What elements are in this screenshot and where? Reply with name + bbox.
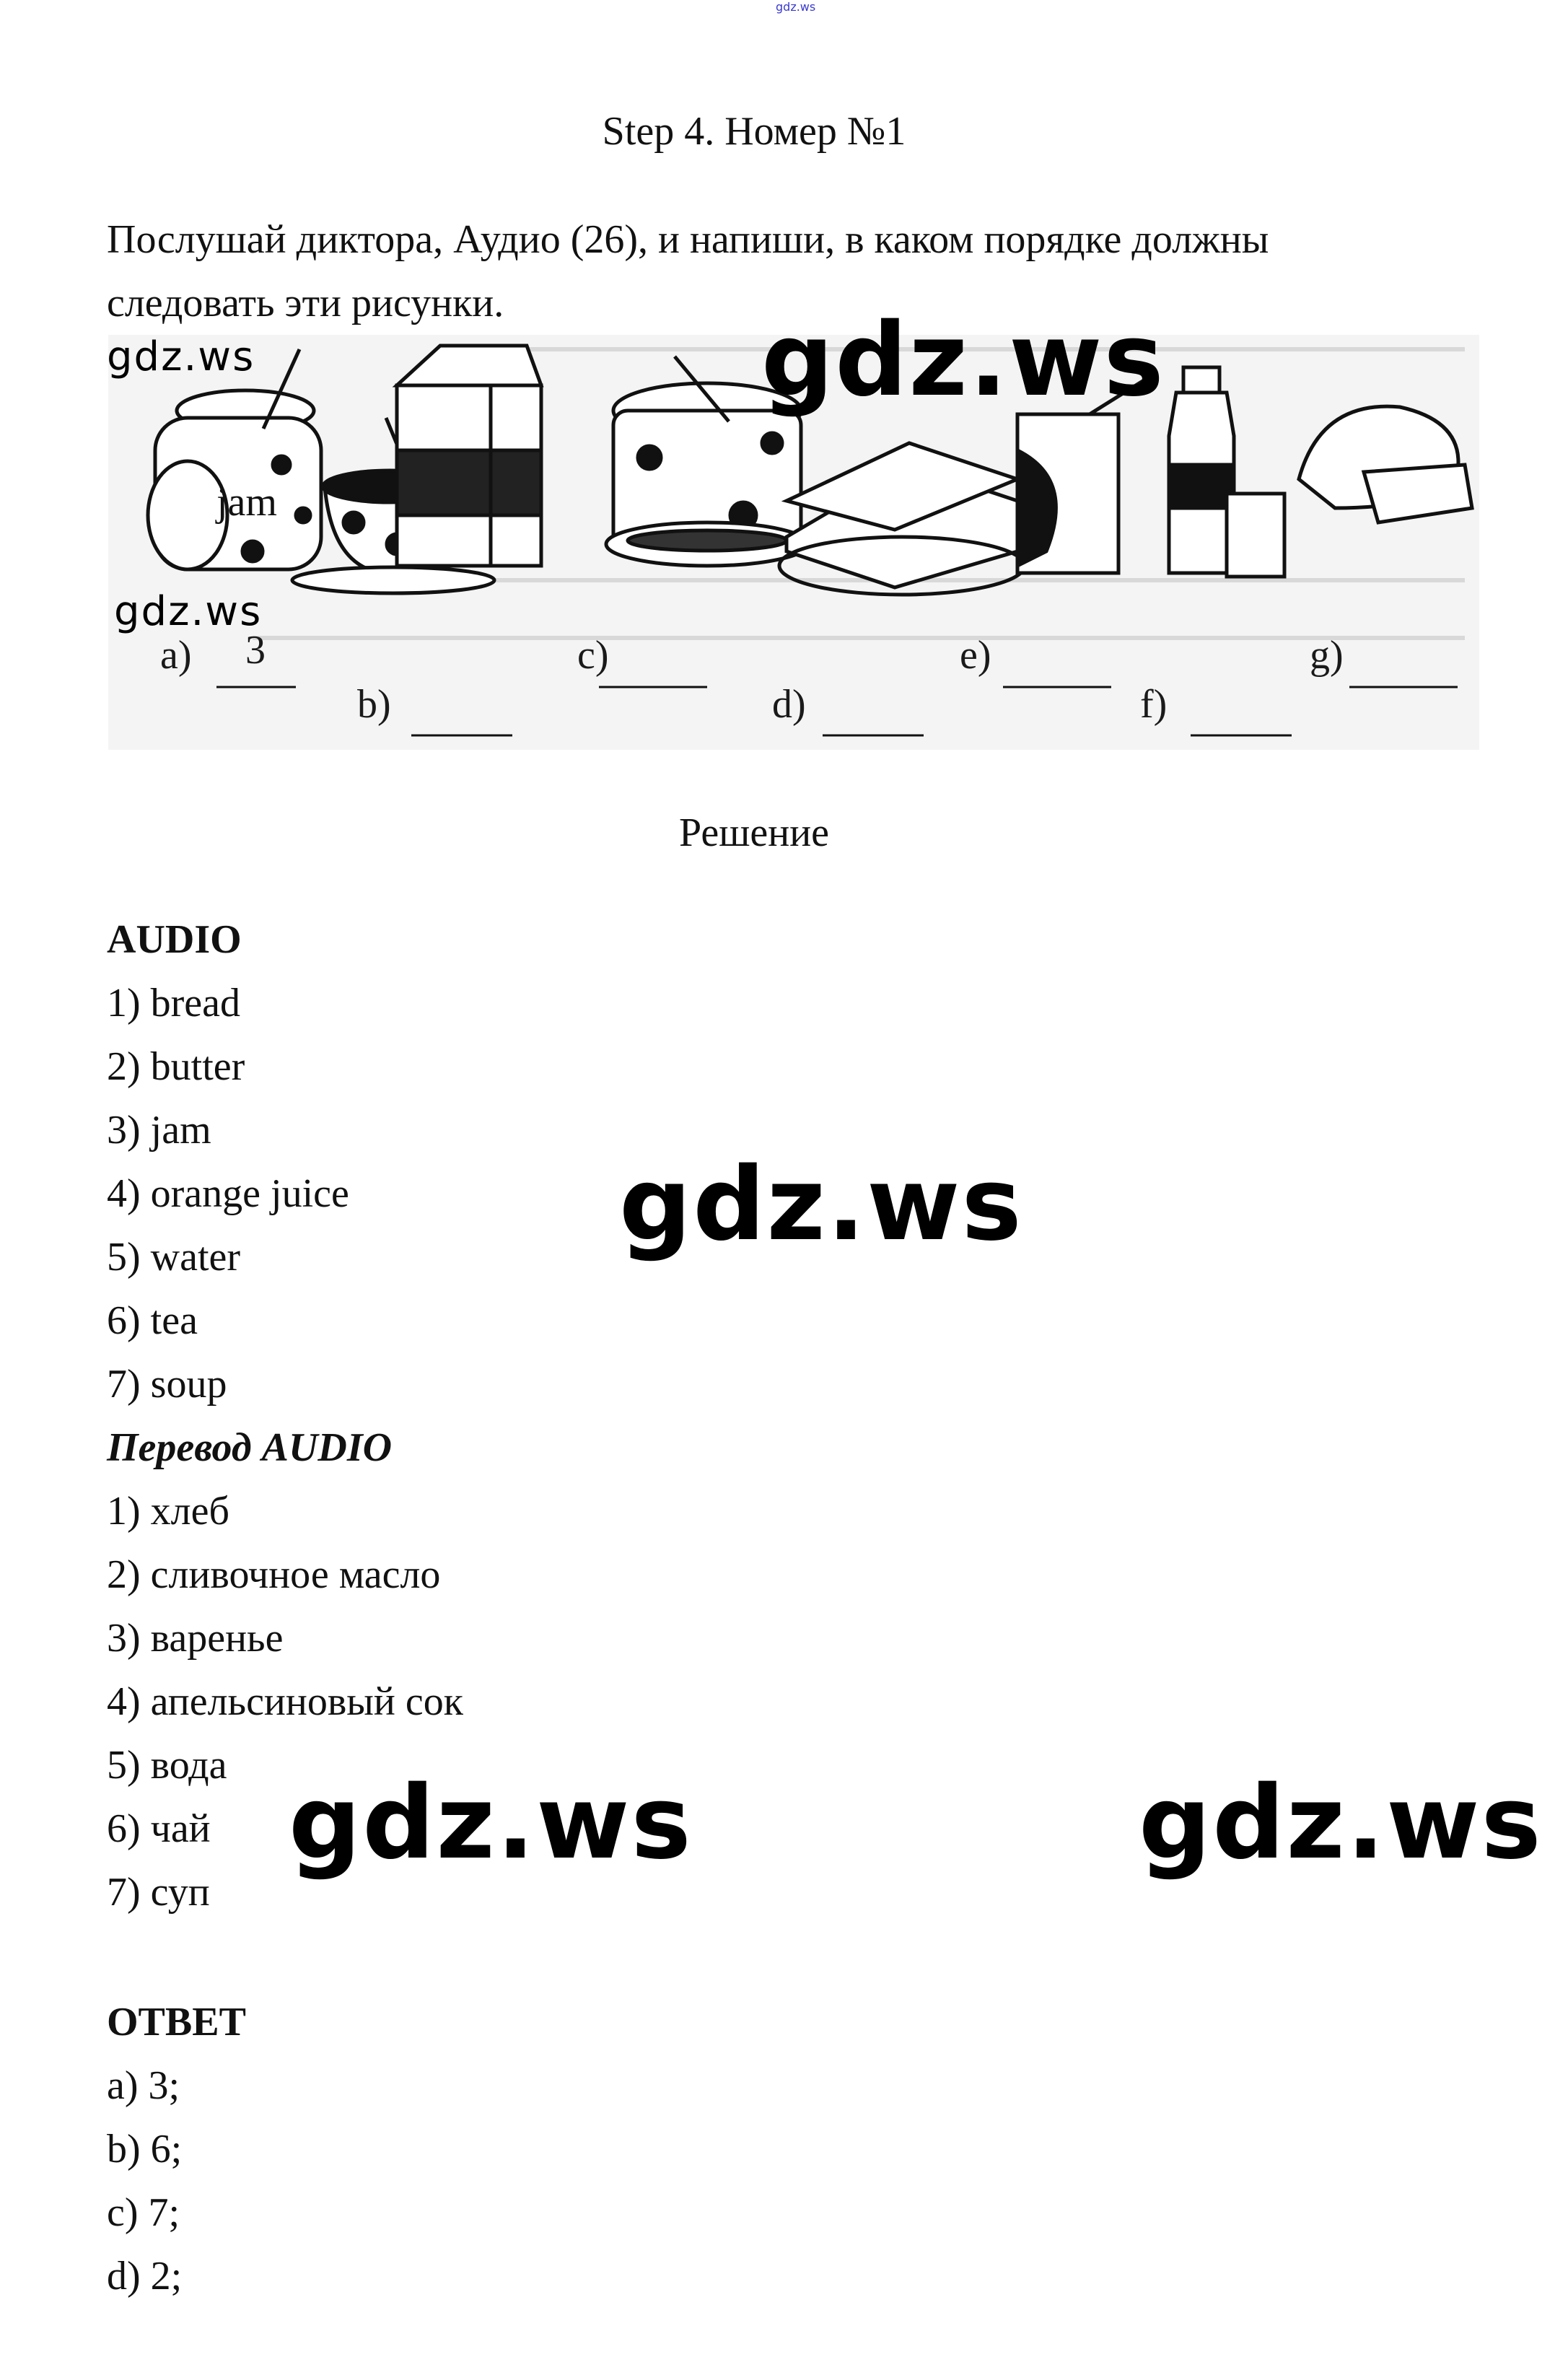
audio-item: 1) bread — [107, 981, 241, 1025]
task-line-1: Послушай диктора, Аудио (26), и напиши, в каком порядке должны — [107, 217, 1269, 262]
answer-f-label: f) — [1140, 682, 1168, 727]
translation-item: 1) хлеб — [107, 1489, 229, 1534]
audio-item: 5) water — [107, 1235, 241, 1280]
audio-heading: AUDIO — [107, 917, 242, 962]
solution-label: Решение — [678, 810, 830, 855]
answer-a-label: a) — [160, 633, 192, 678]
translation-item: 3) варенье — [107, 1616, 284, 1661]
answer-item: a) 3; — [107, 2063, 180, 2108]
answer-heading: ОТВЕТ — [107, 2000, 246, 2044]
answer-b-label: b) — [357, 682, 391, 727]
audio-item: 4) orange juice — [107, 1171, 349, 1216]
milk-carton-picture — [397, 346, 541, 566]
watermark: gdz.ws — [619, 1146, 1023, 1264]
answer-section — [107, 1990, 973, 2308]
jam-label: jam — [216, 480, 277, 525]
answer-item: b) 6; — [107, 2127, 183, 2171]
watermark: gdz.ws — [289, 1764, 693, 1882]
water-bottle-picture — [1169, 367, 1284, 577]
watermark: gdz.ws — [761, 302, 1165, 419]
answer-a-value: 3 — [245, 628, 266, 673]
answer-g-label: g) — [1310, 633, 1344, 678]
audio-item: 3) jam — [107, 1108, 211, 1152]
answer-item: d) 2; — [107, 2254, 183, 2299]
answer-c-label: c) — [577, 633, 609, 678]
jam-jar-picture — [148, 349, 321, 569]
answer-e-label: e) — [960, 633, 991, 678]
translation-heading: Перевод AUDIO — [107, 1425, 393, 1470]
translation-item: 4) апельсиновый сок — [107, 1679, 463, 1724]
answer-item: c) 7; — [107, 2190, 180, 2235]
bread-picture — [1299, 406, 1472, 522]
audio-item: 2) butter — [107, 1044, 245, 1089]
page-title: Step 4. Номер №1 — [602, 109, 906, 154]
butter-dish-picture — [779, 443, 1025, 595]
task-line-2: следовать эти рисунки. — [107, 281, 504, 325]
translation-item: 6) чай — [107, 1806, 211, 1851]
translation-item: 5) вода — [107, 1743, 227, 1788]
translation-item: 2) сливочное масло — [107, 1552, 441, 1597]
audio-item: 7) soup — [107, 1362, 227, 1407]
answer-d-label: d) — [772, 682, 806, 727]
translation-item: 7) суп — [107, 1870, 210, 1915]
watermark: gdz.ws — [1139, 1764, 1543, 1882]
watermark: gdz.ws — [114, 588, 263, 635]
audio-item: 6) tea — [107, 1298, 198, 1343]
top-watermark: gdz.ws — [776, 0, 816, 14]
watermark: gdz.ws — [107, 333, 255, 380]
